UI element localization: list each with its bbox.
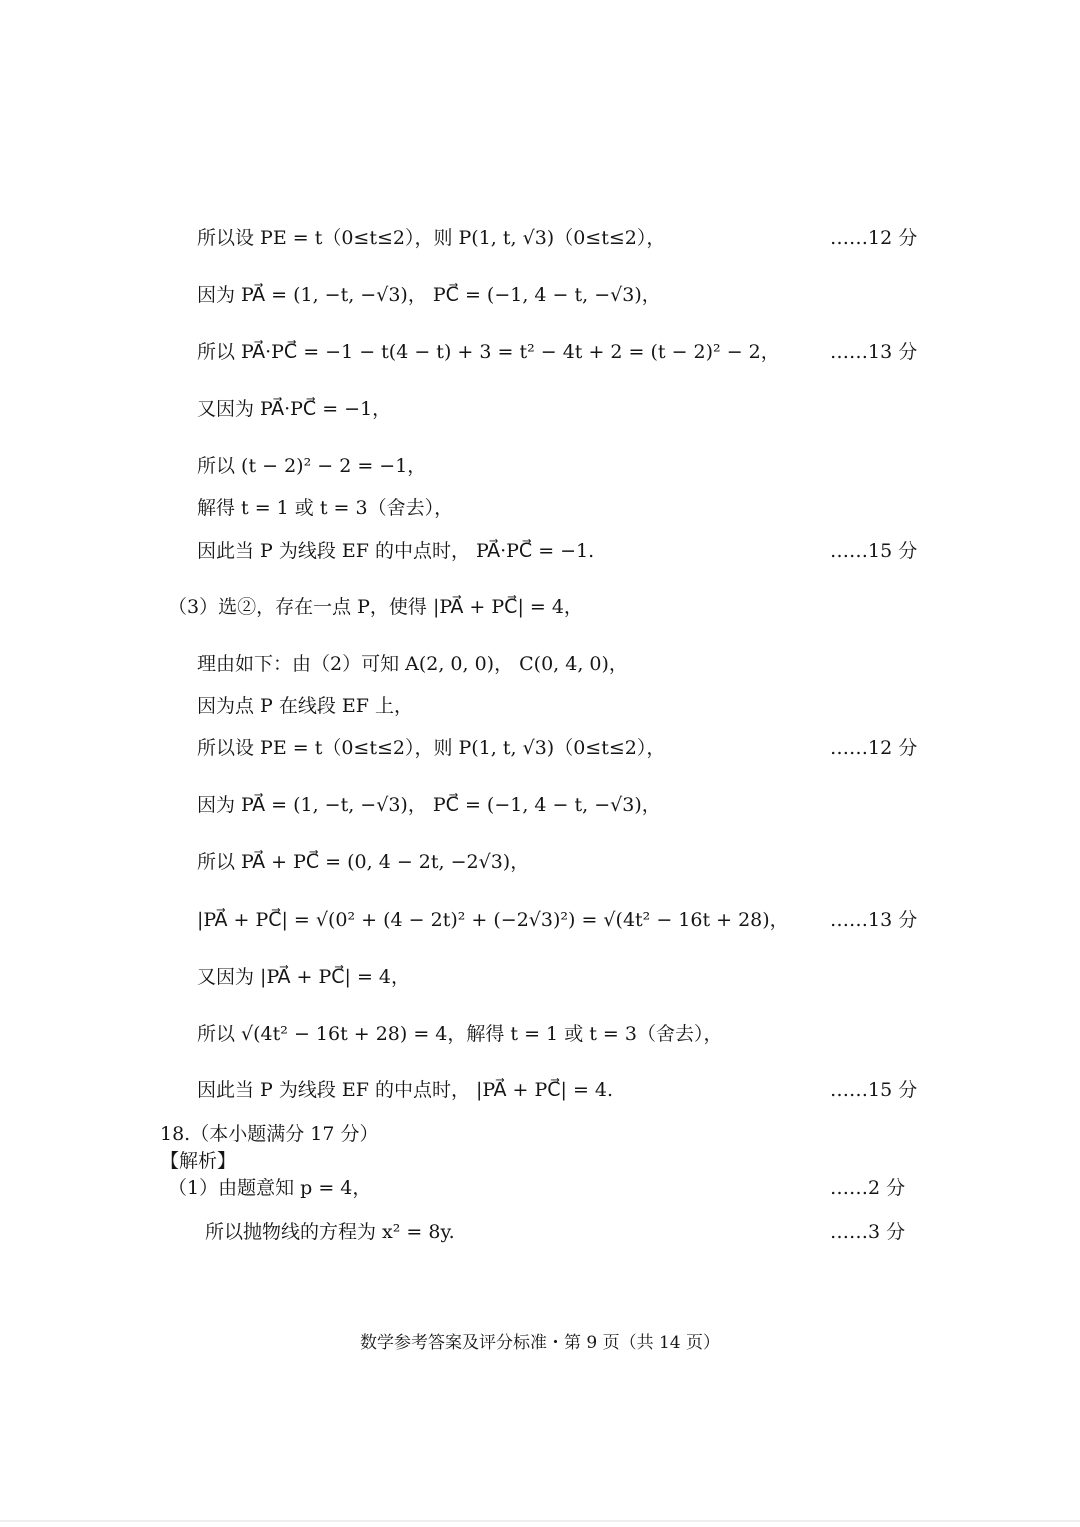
bottom-divider <box>0 1520 1080 1522</box>
score-mark: ……2 分 <box>830 1177 906 1199</box>
solution-line: |PA⃗ + PC⃗| = √(0² + (4 − 2t)² + (−2√3)²) = √(4t² − 16t + 28)， <box>197 909 789 931</box>
score-mark: ……3 分 <box>830 1221 906 1243</box>
solution-line: 又因为 |PA⃗ + PC⃗| = 4， <box>197 966 411 988</box>
question-18-heading: 18.（本小题满分 17 分） <box>160 1123 379 1145</box>
analysis-heading: 【解析】 <box>160 1150 237 1172</box>
solution-line: 所以设 PE = t（0≤t≤2），则 P(1, t, √3)（0≤t≤2）， <box>197 737 666 759</box>
solution-line: 所以 PA⃗ + PC⃗ = (0, 4 − 2t, −2√3)， <box>197 851 530 873</box>
part-3-heading: （3）选②，存在一点 P，使得 |PA⃗ + PC⃗| = 4， <box>168 596 583 618</box>
solution-line: 所以 (t − 2)² − 2 = −1， <box>197 455 427 477</box>
score-mark: ……12 分 <box>830 227 918 249</box>
solution-line: 因此当 P 为线段 EF 的中点时， PA⃗·PC⃗ = −1. <box>197 540 595 562</box>
page-footer: 数学参考答案及评分标准・第 9 页（共 14 页） <box>359 1333 721 1353</box>
solution-line: 因为点 P 在线段 EF 上， <box>197 695 413 717</box>
score-mark: ……15 分 <box>830 540 918 562</box>
score-mark: ……13 分 <box>830 909 918 931</box>
solution-line: 理由如下：由（2）可知 A(2, 0, 0)， C(0, 4, 0)， <box>197 653 628 675</box>
solution-line: 又因为 PA⃗·PC⃗ = −1， <box>197 398 392 420</box>
solution-line: 因此当 P 为线段 EF 的中点时， |PA⃗ + PC⃗| = 4. <box>197 1079 614 1101</box>
solution-line: 因为 PA⃗ = (1, −t, −√3)， PC⃗ = (−1, 4 − t, −√3)， <box>197 794 661 816</box>
solution-line: 所以 √(4t² − 16t + 28) = 4，解得 t = 1 或 t = 3（舍去）， <box>197 1023 723 1045</box>
solution-line: 因为 PA⃗ = (1, −t, −√3)， PC⃗ = (−1, 4 − t, −√3)， <box>197 284 661 306</box>
solution-line: 所以设 PE = t（0≤t≤2），则 P(1, t, √3)（0≤t≤2）， <box>197 227 666 249</box>
solution-line: 所以抛物线的方程为 x² = 8y. <box>205 1221 455 1243</box>
score-mark: ……13 分 <box>830 341 918 363</box>
solution-line: 所以 PA⃗·PC⃗ = −1 − t(4 − t) + 3 = t² − 4t + 2 = (t − 2)² − 2， <box>197 341 780 363</box>
score-mark: ……15 分 <box>830 1079 918 1101</box>
solution-line: 解得 t = 1 或 t = 3（舍去）， <box>197 497 454 519</box>
score-mark: ……12 分 <box>830 737 918 759</box>
solution-line: （1）由题意知 p = 4， <box>168 1177 372 1199</box>
